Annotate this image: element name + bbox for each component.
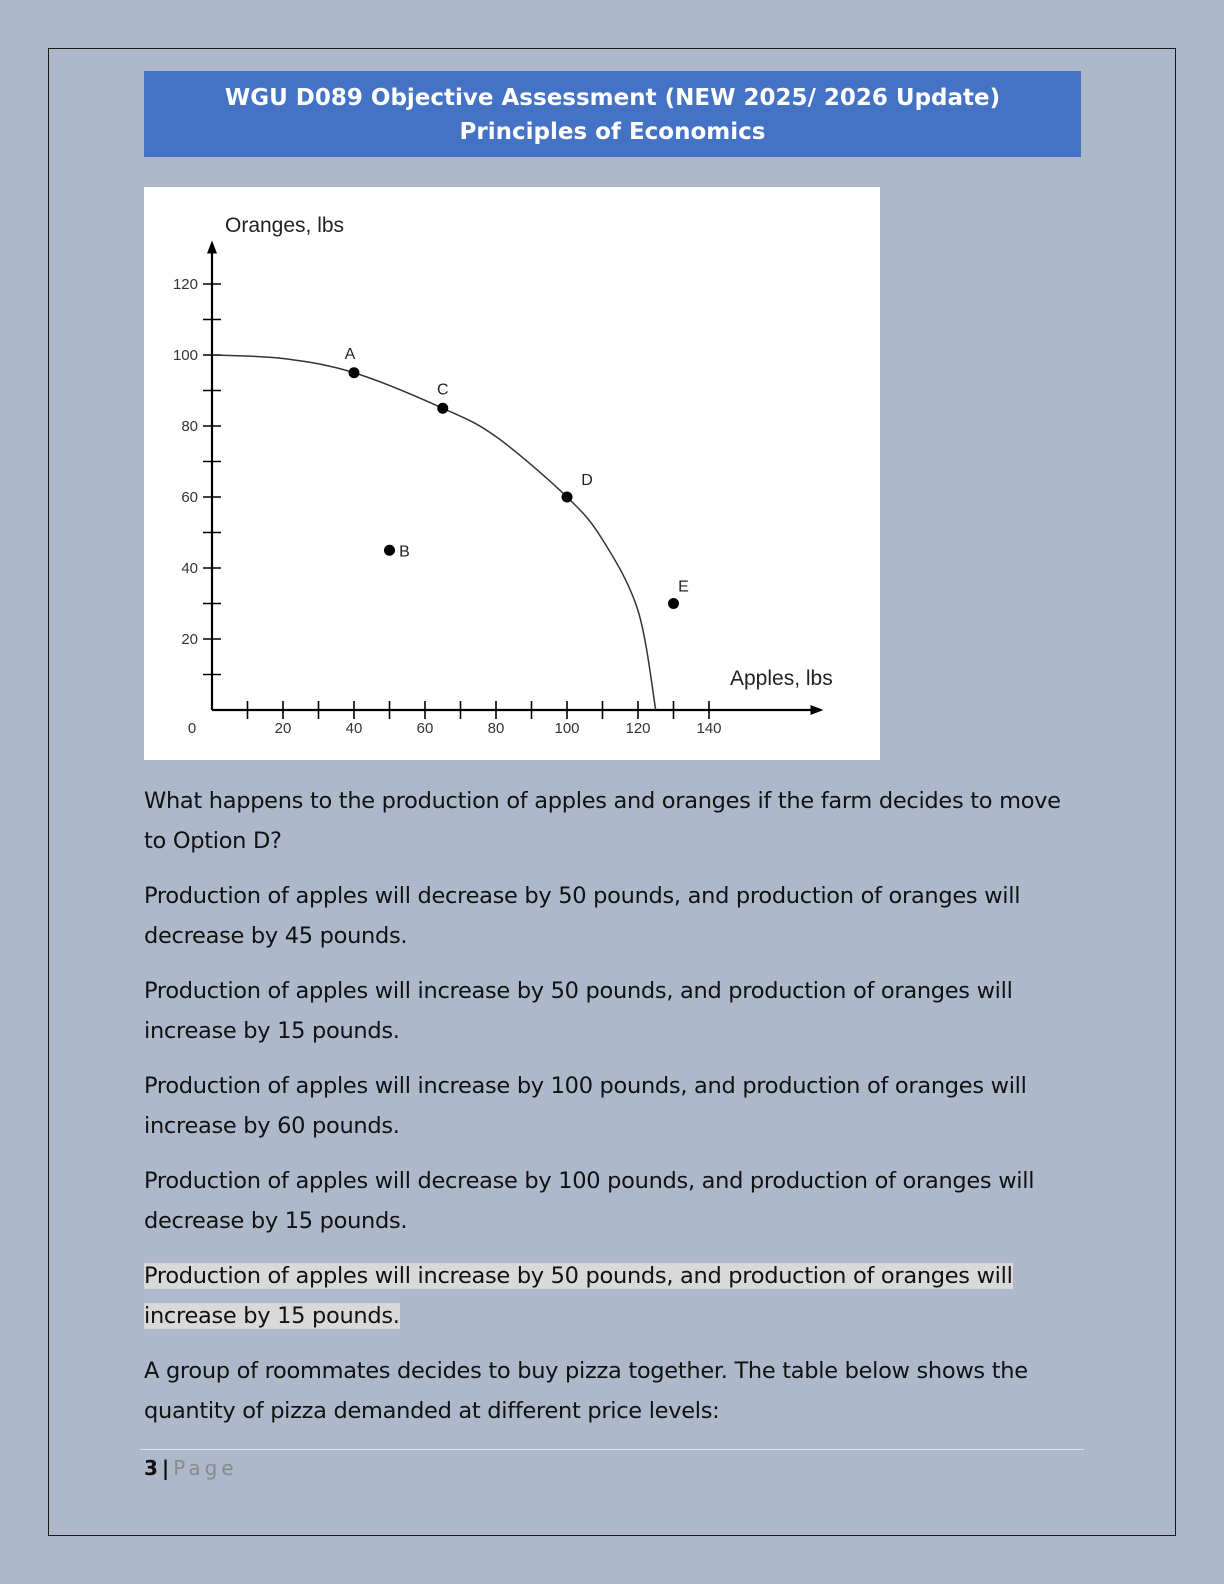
- x-tick-label: 100: [554, 720, 580, 737]
- frontier-layer: [212, 355, 656, 710]
- question-text: What happens to the production of apples and oranges if the farm decides to move to Option D?: [144, 788, 1061, 854]
- x-tick-label: 120: [625, 720, 651, 737]
- option-2: Production of apples will increase by 50 pounds, and production of oranges will increase by 15 pounds.: [144, 978, 1013, 1044]
- answer-line-1: Production of apples will increase by 50 pounds, and production of oranges will: [144, 1263, 1013, 1289]
- ppf-chart: [144, 187, 880, 760]
- y-axis-title: Oranges, lbs: [225, 214, 345, 237]
- frontier-curve: [212, 355, 656, 710]
- point-a: [349, 367, 360, 378]
- page-separator: |: [161, 1456, 170, 1480]
- ticks: [173, 276, 722, 737]
- x-axis-arrow: [811, 705, 824, 715]
- y-tick-label: 120: [172, 276, 198, 293]
- point-label-c: C: [436, 381, 449, 399]
- x-tick-label: 40: [345, 720, 363, 737]
- y-tick-label: 20: [181, 631, 198, 648]
- point-label-a: A: [344, 345, 356, 363]
- point-label-d: D: [581, 472, 593, 489]
- next-question-text: A group of roommates decides to buy pizza together. The table below shows the quantity of pizza demanded at different price levels:: [144, 1358, 1028, 1424]
- point-c: [437, 403, 448, 414]
- y-tick-label: 40: [181, 560, 198, 577]
- highlighted-answer: [144, 1256, 1084, 1336]
- answer-line-2: increase by 15 pounds.: [144, 1303, 400, 1329]
- point-label-e: E: [678, 578, 689, 596]
- point-b: [384, 545, 395, 556]
- header-banner: [144, 71, 1081, 157]
- option-1: Production of apples will decrease by 50 pounds, and production of oranges will decrease by 45 pounds.: [144, 883, 1021, 949]
- axes: [207, 241, 824, 716]
- x-tick-label: 140: [696, 720, 722, 737]
- y-axis-arrow: [207, 241, 217, 254]
- x-tick-label: 80: [487, 720, 505, 737]
- page-footer: [144, 1456, 238, 1480]
- page-number: 3: [144, 1456, 158, 1480]
- x-tick-label: 0: [187, 720, 197, 737]
- x-tick-label: 60: [416, 720, 434, 737]
- header-title: WGU D089 Objective Assessment (NEW 2025/ 2026 Update) Principles of Economics: [224, 85, 1001, 145]
- point-e: [668, 598, 679, 609]
- points-layer: [345, 346, 689, 609]
- y-tick-label: 80: [181, 418, 198, 435]
- x-tick-label: 20: [274, 720, 292, 737]
- ppf-chart-svg: [144, 187, 880, 760]
- point-label-b: B: [399, 543, 410, 561]
- point-d: [562, 492, 573, 503]
- footer-rule: [140, 1449, 1084, 1450]
- option-4: Production of apples will decrease by 100 pounds, and production of oranges will decrease by 15 pounds.: [144, 1168, 1035, 1234]
- y-tick-label: 100: [172, 347, 198, 364]
- page-word: Page: [173, 1456, 238, 1480]
- x-axis-title: Apples, lbs: [730, 667, 833, 690]
- option-3: Production of apples will increase by 100 pounds, and production of oranges will increase by 60 pounds.: [144, 1073, 1027, 1139]
- y-tick-label: 60: [181, 489, 198, 506]
